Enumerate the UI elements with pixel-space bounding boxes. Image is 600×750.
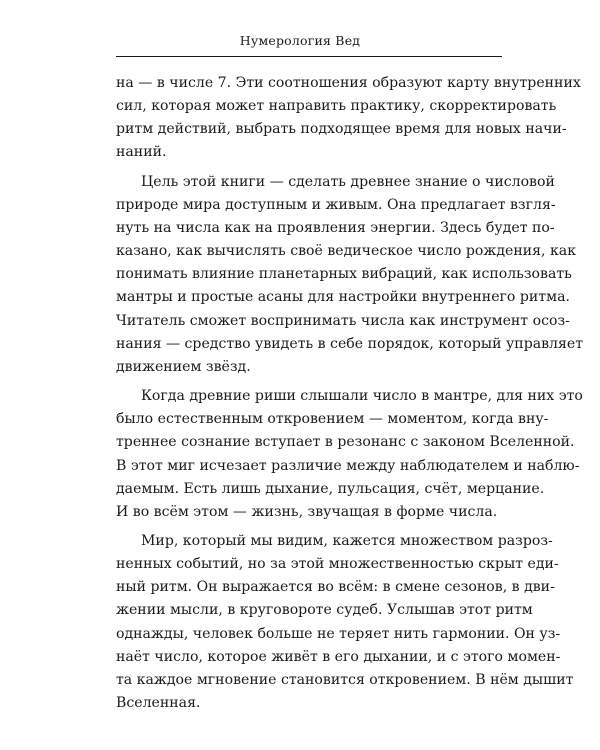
paragraph-2 [116,171,584,379]
text-line: ритм действий, выбрать подходящее время для новых начи- [116,121,567,138]
text-line: И во всём этом — жизнь, звучащая в форме числа. [116,503,498,520]
text-line: сил, которая может направить практику, скорректировать [116,98,557,115]
text-line: та каждое мгновение становится откровением. В нём дышит [116,671,574,688]
text-line: В этот миг исчезает различие между наблюдателем и наблю- [116,457,580,474]
text-line: на — в числе 7. Эти соотношения образуют карту внутренних [116,75,581,91]
paragraph-4 [116,530,574,715]
text-line: однажды, человек больше не теряет нить гармонии. Он уз- [116,625,561,642]
text-line: даемым. Есть лишь дыхание, пульсация, счёт, мерцание. [116,480,545,497]
text-line: наёт число, которое живёт в его дыхании, и с этого момен- [116,648,561,665]
text-line: ный ритм. Он выражается во всём: в смене сезонов, в дви- [116,579,555,596]
text-line: было естественным откровением — моментом, когда вну- [116,411,549,428]
header-rule [116,56,502,57]
text-line: Вселенная. [116,695,201,712]
text-line: Читатель сможет воспринимать числа как инструмент осоз- [116,312,570,329]
text-line: нания — средство увидеть в себе порядок, который управляет [116,335,584,352]
text-line: природе мира доступным и живым. Она предлагает взгля- [116,196,556,213]
body-text [116,72,584,715]
text-line: Цель этой книги — сделать древнее знание о числовой [141,173,555,190]
text-line: Когда древние риши слышали число в мантре, для них это [141,388,583,405]
text-line: мантры и простые асаны для настройки внутреннего ритма. [116,289,570,306]
text-line: треннее сознание вступает в резонанс с законом Вселенной. [116,434,575,451]
text-line: ненных событий, но за этой множественностью скрыт еди- [116,556,559,573]
text-line: жении мысли, в круговороте судеб. Услышав этот ритм [116,602,533,619]
text-line: казано, как вычислять своё ведическое число рождения, как [116,243,577,260]
text-line: понимать влияние планетарных вибраций, как использовать [116,266,572,283]
running-head-title: Нумерология Вед [239,33,361,48]
paragraph-3 [116,385,583,524]
text-line: наний. [116,144,167,161]
text-line: нуть на числа как на проявления энергии. Здесь будет по- [116,219,555,236]
paragraph-1 [116,72,581,165]
text-line: Мир, который мы видим, кажется множеством разроз- [141,532,553,549]
text-line: движением звёзд. [116,358,251,375]
